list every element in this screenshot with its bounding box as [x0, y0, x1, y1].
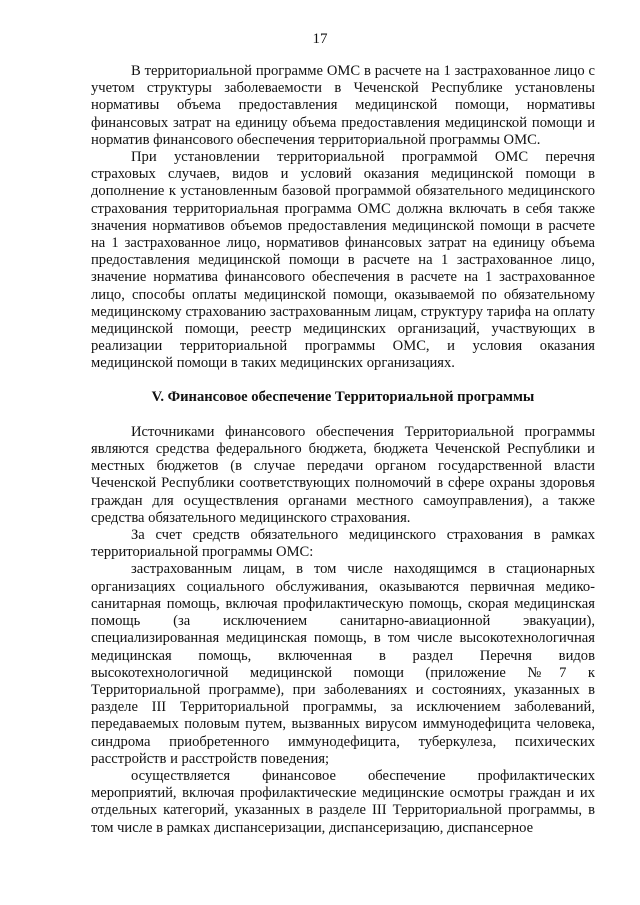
paragraph-insured-persons-care: застрахованным лицам, в том числе находящимся в стационарных организациях социального обслуживания, оказываются первичная медико-санитарная помощь, включая профилактическую помощь, скорая медицинская помощь (за исключением санитарно-авиационной эвакуации), специализированная медицинская помощь, в том числе высокотехнологичная медицинская помощь, включенная в раздел Перечня видов высокотехнологичной медицинской помощи (приложение №7 к Территориальной программе), при заболеваниях и состояниях, указанных в разделе III Территориальной программы, за исключением заболеваний, передаваемых половым путем, вызванных вирусом иммунодефицита человека, синдрома приобретенного иммунодефицита, туберкулеза, психических расстройств и расстройств поведения;	[91, 561, 595, 767]
paragraph-oms-norms: В территориальной программе ОМС в расчете на 1 застрахованное лицо с учетом структуры заболеваемости в Чеченской Республике установлены нормативы объема предоставления медицинской помощи, нормативы финансовых затрат на единицу объема предоставления медицинской помощи и норматив финансового обеспечения территориальной программы ОМС.	[91, 63, 595, 148]
document-body	[91, 63, 595, 837]
page-number: 17	[312, 31, 328, 47]
paragraph-oms-insurance-cases: При установлении территориальной программой ОМС перечня страховых случаев, видов и условий оказания медицинской помощи в дополнение к установленным базовой программой обязательного медицинского страхования территориальная программа ОМС должна включать в себя также значения нормативов объемов предоставления медицинской помощи в расчете на 1 застрахованное лицо, нормативов финансовых затрат на единицу объема предоставления медицинской помощи в расчете на 1 застрахованное лицо, значение норматива финансового обеспечения в расчете на 1 застрахованное лицо, способы оплаты медицинской помощи, оказываемой по обязательному медицинскому страхованию застрахованным лицам, структуру тарифа на оплату медицинской помощи, реестр медицинских организаций, участвующих в реализации территориальной программы ОМС, и условия оказания медицинской помощи в таких медицинских организациях.	[91, 149, 595, 372]
paragraph-funding-sources: Источниками финансового обеспечения Территориальной программы являются средства федерального бюджета, бюджета Чеченской Республики и местных бюджетов (в случае передачи органом государственной власти Чеченской Республики соответствующих полномочий в сфере охраны здоровья граждан для осуществления органами местного самоуправления), а также средства обязательного медицинского страхования.	[91, 423, 595, 526]
paragraph-oms-funds-intro: За счет средств обязательного медицинского страхования в рамках территориальной программы ОМС:	[91, 527, 595, 561]
paragraph-preventive-measures: осуществляется финансовое обеспечение профилактических мероприятий, включая профилактические медицинские осмотры граждан и их отдельных категорий, указанных в разделе III Территориальной программы, в том числе в рамках диспансеризации, диспансеризацию, диспансерное	[91, 767, 595, 836]
section-heading: V. Финансовое обеспечение Территориальной программы	[151, 388, 535, 405]
